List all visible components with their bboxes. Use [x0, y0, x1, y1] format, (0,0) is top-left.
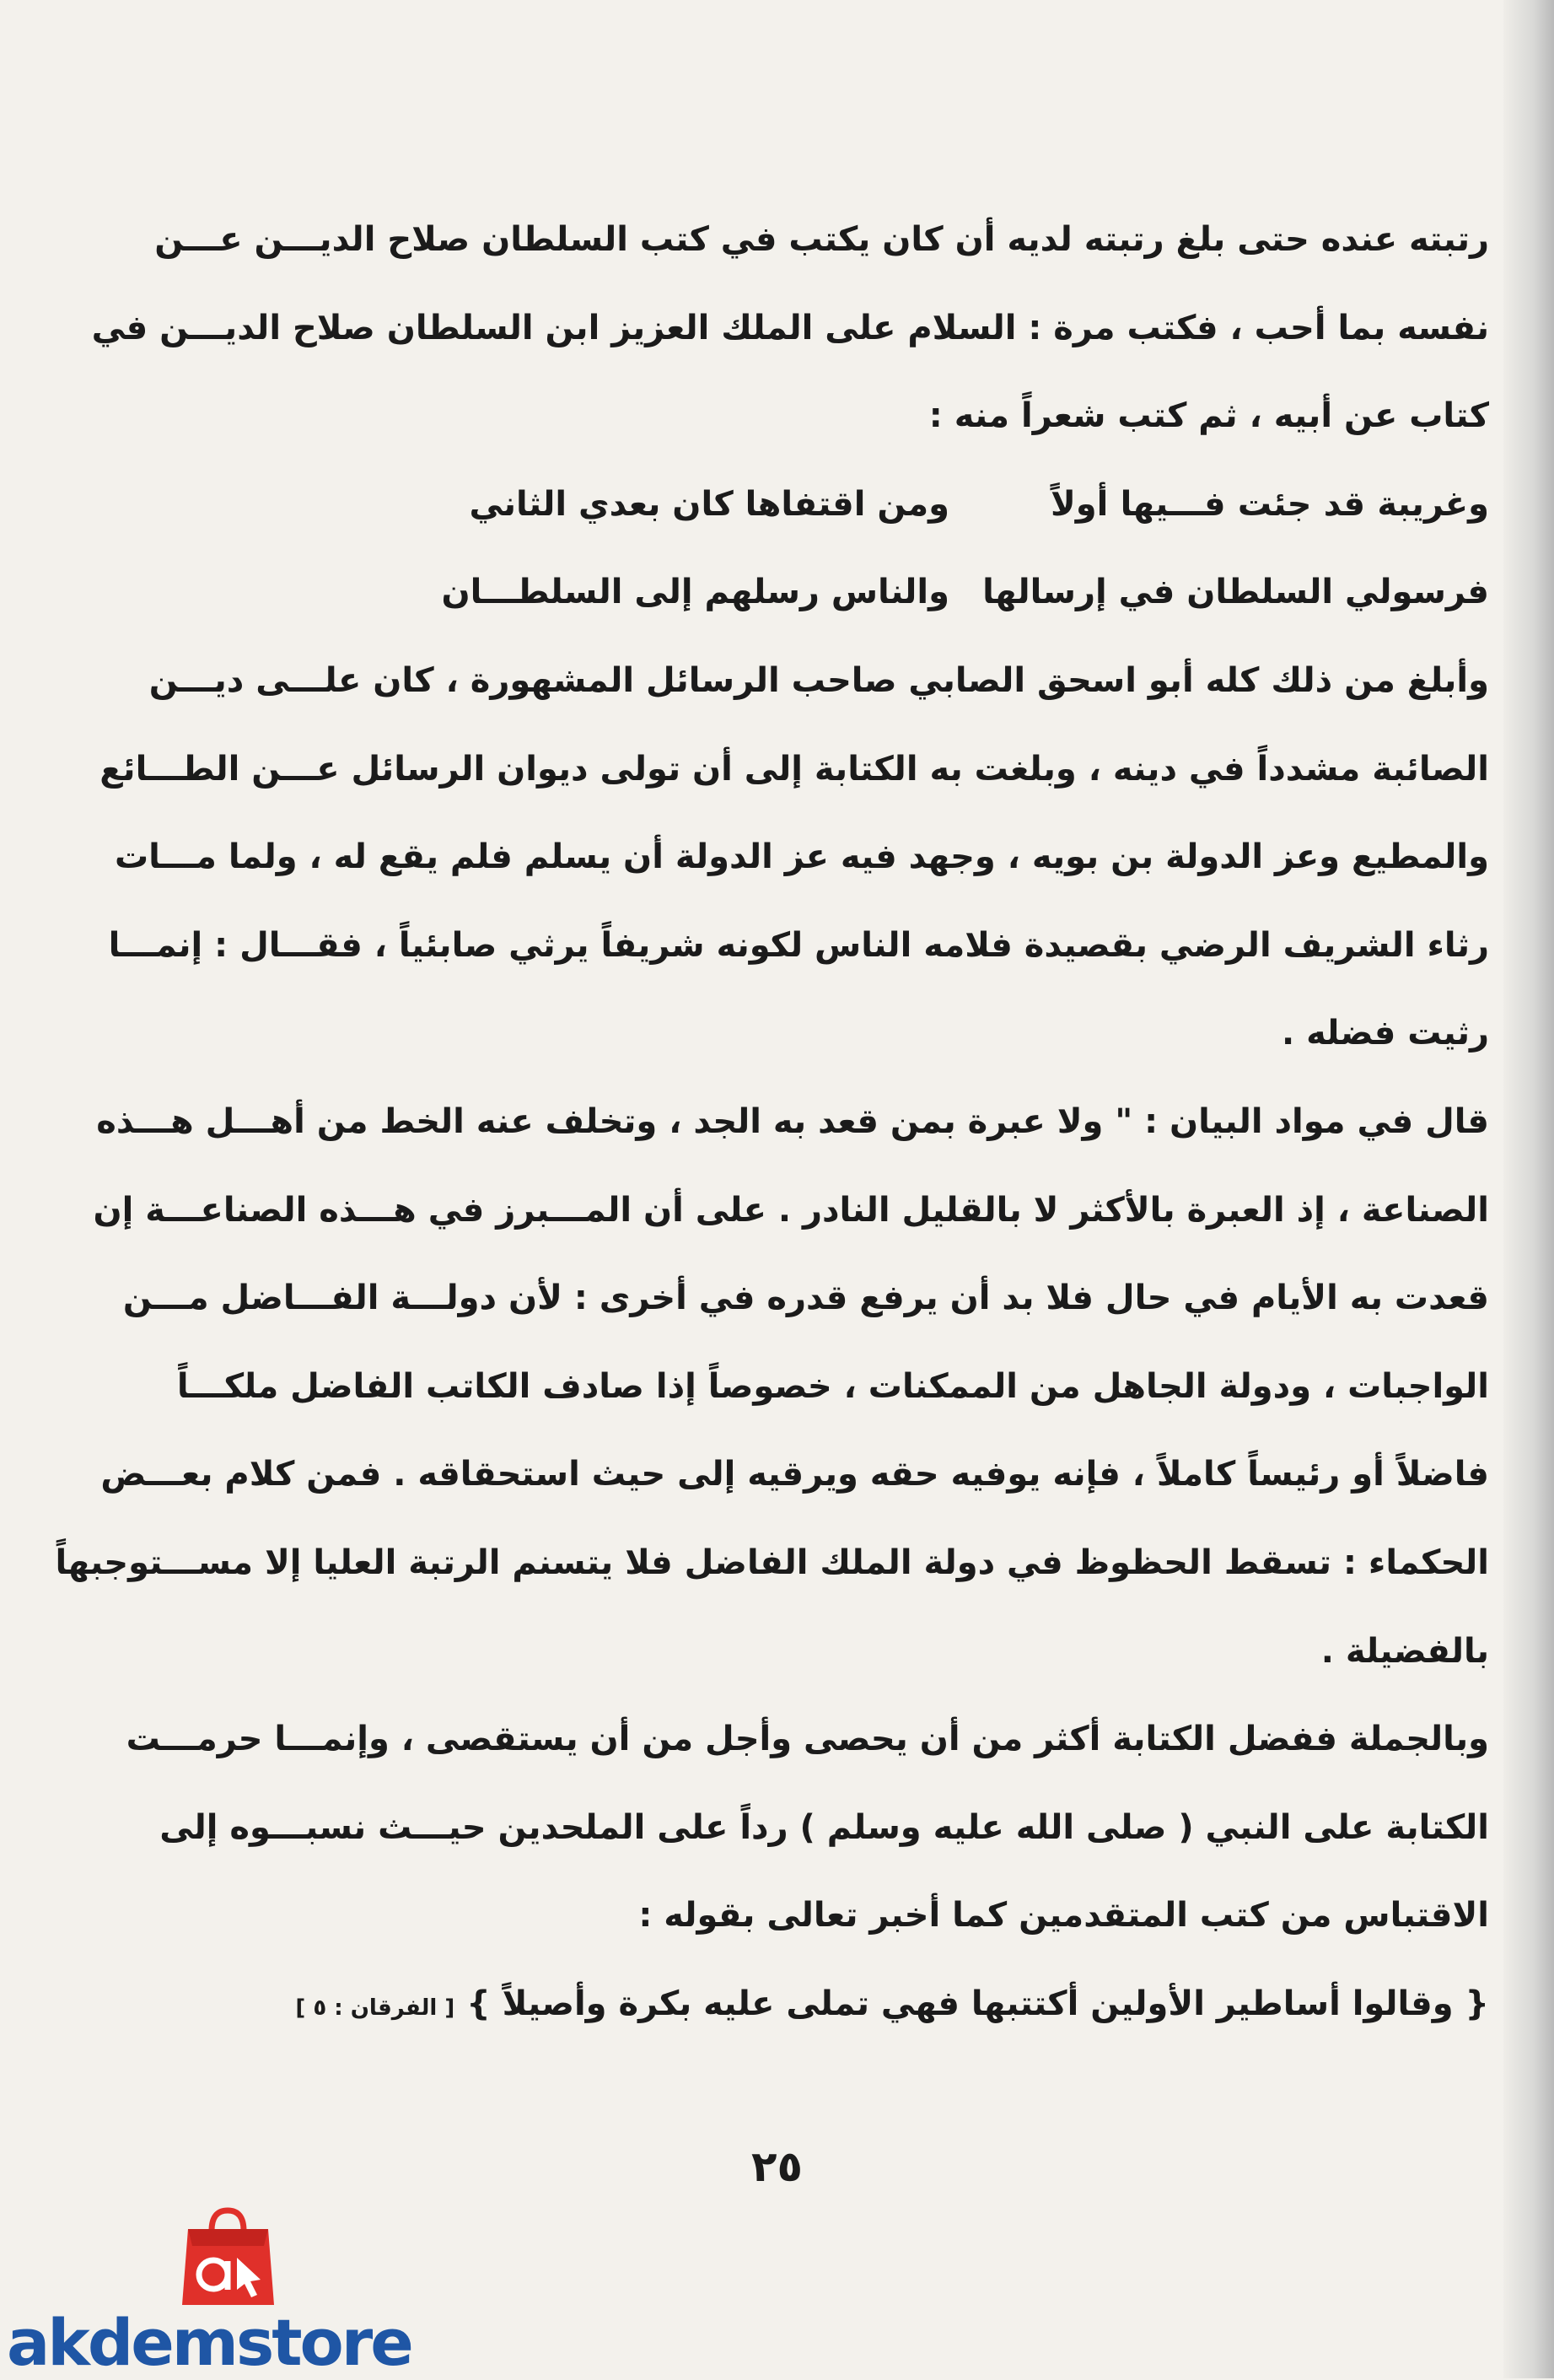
- text-line: رثيت فضله .: [1282, 1014, 1489, 1053]
- text-line: كتاب عن أبيه ، ثم كتب شعراً منه :: [928, 396, 1489, 436]
- text-line: الاقتباس من كتب المتقدمين كما أخبر تعالى بقوله :: [638, 1896, 1489, 1936]
- text-line: الكتابة على النبي ( صلى الله عليه وسلم ) رداً على الملحدين حيـــث نسبـــوه إلى: [159, 1807, 1489, 1847]
- text-line: قعدت به الأيام في حال فلا بد أن يرفع قدره في أخرى : لأن دولـــة الفـــاضل مـــن: [122, 1279, 1489, 1318]
- text-line: بالفضيلة .: [1320, 1631, 1489, 1671]
- quran-reference: [ الفرقان : ٥ ]: [295, 1995, 455, 2021]
- text-line: قال في مواد البيان : " ولا عبرة بمن قعد به الجد ، وتخلف عنه الخط من أهـــل هـــذه: [96, 1101, 1489, 1141]
- watermark-text: akdemstore: [7, 2305, 411, 2380]
- poem-verse: [196, 548, 1489, 637]
- watermark-logo: [7, 2205, 445, 2380]
- text-line: والمطيع وعز الدولة بن بويه ، وجهد فيه عز الدولة أن يسلم فلم يقع له ، ولما مـــات: [114, 837, 1489, 877]
- text-line: الصناعة ، إذ العبرة بالأكثر لا بالقليل النادر . على أن المـــبرز في هـــذه الصناعـــة إن: [93, 1190, 1489, 1230]
- shopping-bag-icon: [180, 2205, 277, 2307]
- verse-second-hemistich: ومن اقتفاها كان بعدي الثاني: [469, 484, 949, 524]
- quran-quote: [196, 1960, 1489, 2049]
- verse-first-hemistich: فرسولي السلطان في إرسالها: [982, 573, 1489, 612]
- text-line: الواجبات ، ودولة الجاهل من الممكنات ، خصوصاً إذا صادف الكاتب الفاضل ملكـــاً: [176, 1366, 1489, 1406]
- page-edge-shadow: [1503, 0, 1554, 2378]
- text-line: رتبته عنده حتى بلغ رتبته لديه أن كان يكتب في كتب السلطان صلاح الديـــن عـــن: [154, 220, 1489, 259]
- text-line: فاضلاً أو رئيساً كاملاً ، فإنه يوفيه حقه ويرقيه إلى حيث استحقاقه . فمن كلام بعـــض: [100, 1455, 1489, 1494]
- verse-second-hemistich: والناس رسلهم إلى السلطـــان: [441, 573, 949, 612]
- text-line: الحكماء : تسقط الحظوظ في دولة الملك الفاضل فلا يتسنم الرتبة العليا إلا مســـتوجبهاً: [55, 1543, 1489, 1582]
- text-line: رثاء الشريف الرضي بقصيدة فلامه الناس لكونه شريفاً يرثي صابئياً ، فقـــال : إنمـــا: [108, 925, 1489, 965]
- poem-verse: [196, 460, 1489, 549]
- page-number: ٢٥: [750, 2142, 804, 2191]
- text-line: الصائبة مشدداً في دينه ، وبلغت به الكتابة إلى أن تولى ديوان الرسائل عـــن الطـــائع: [99, 749, 1489, 789]
- text-line: نفسه بما أحب ، فكتب مرة : السلام على الملك العزيز ابن السلطان صلاح الديـــن في: [91, 308, 1489, 347]
- quran-verse: { وقالوا أساطير الأولين أكتتبها فهي تملى عليه بكرة وأصيلاً }: [466, 1984, 1489, 2023]
- text-line: وبالجملة ففضل الكتابة أكثر من أن يحصى وأجل من أن يستقصى ، وإنمـــا حرمـــت: [126, 1720, 1489, 1759]
- book-text: [55, 196, 1489, 2048]
- verse-first-hemistich: وغريبة قد جئت فـــيها أولاً: [1051, 484, 1489, 524]
- text-line: وأبلغ من ذلك كله أبو اسحق الصابي صاحب الرسائل المشهورة ، كان علـــى ديـــن: [148, 660, 1489, 700]
